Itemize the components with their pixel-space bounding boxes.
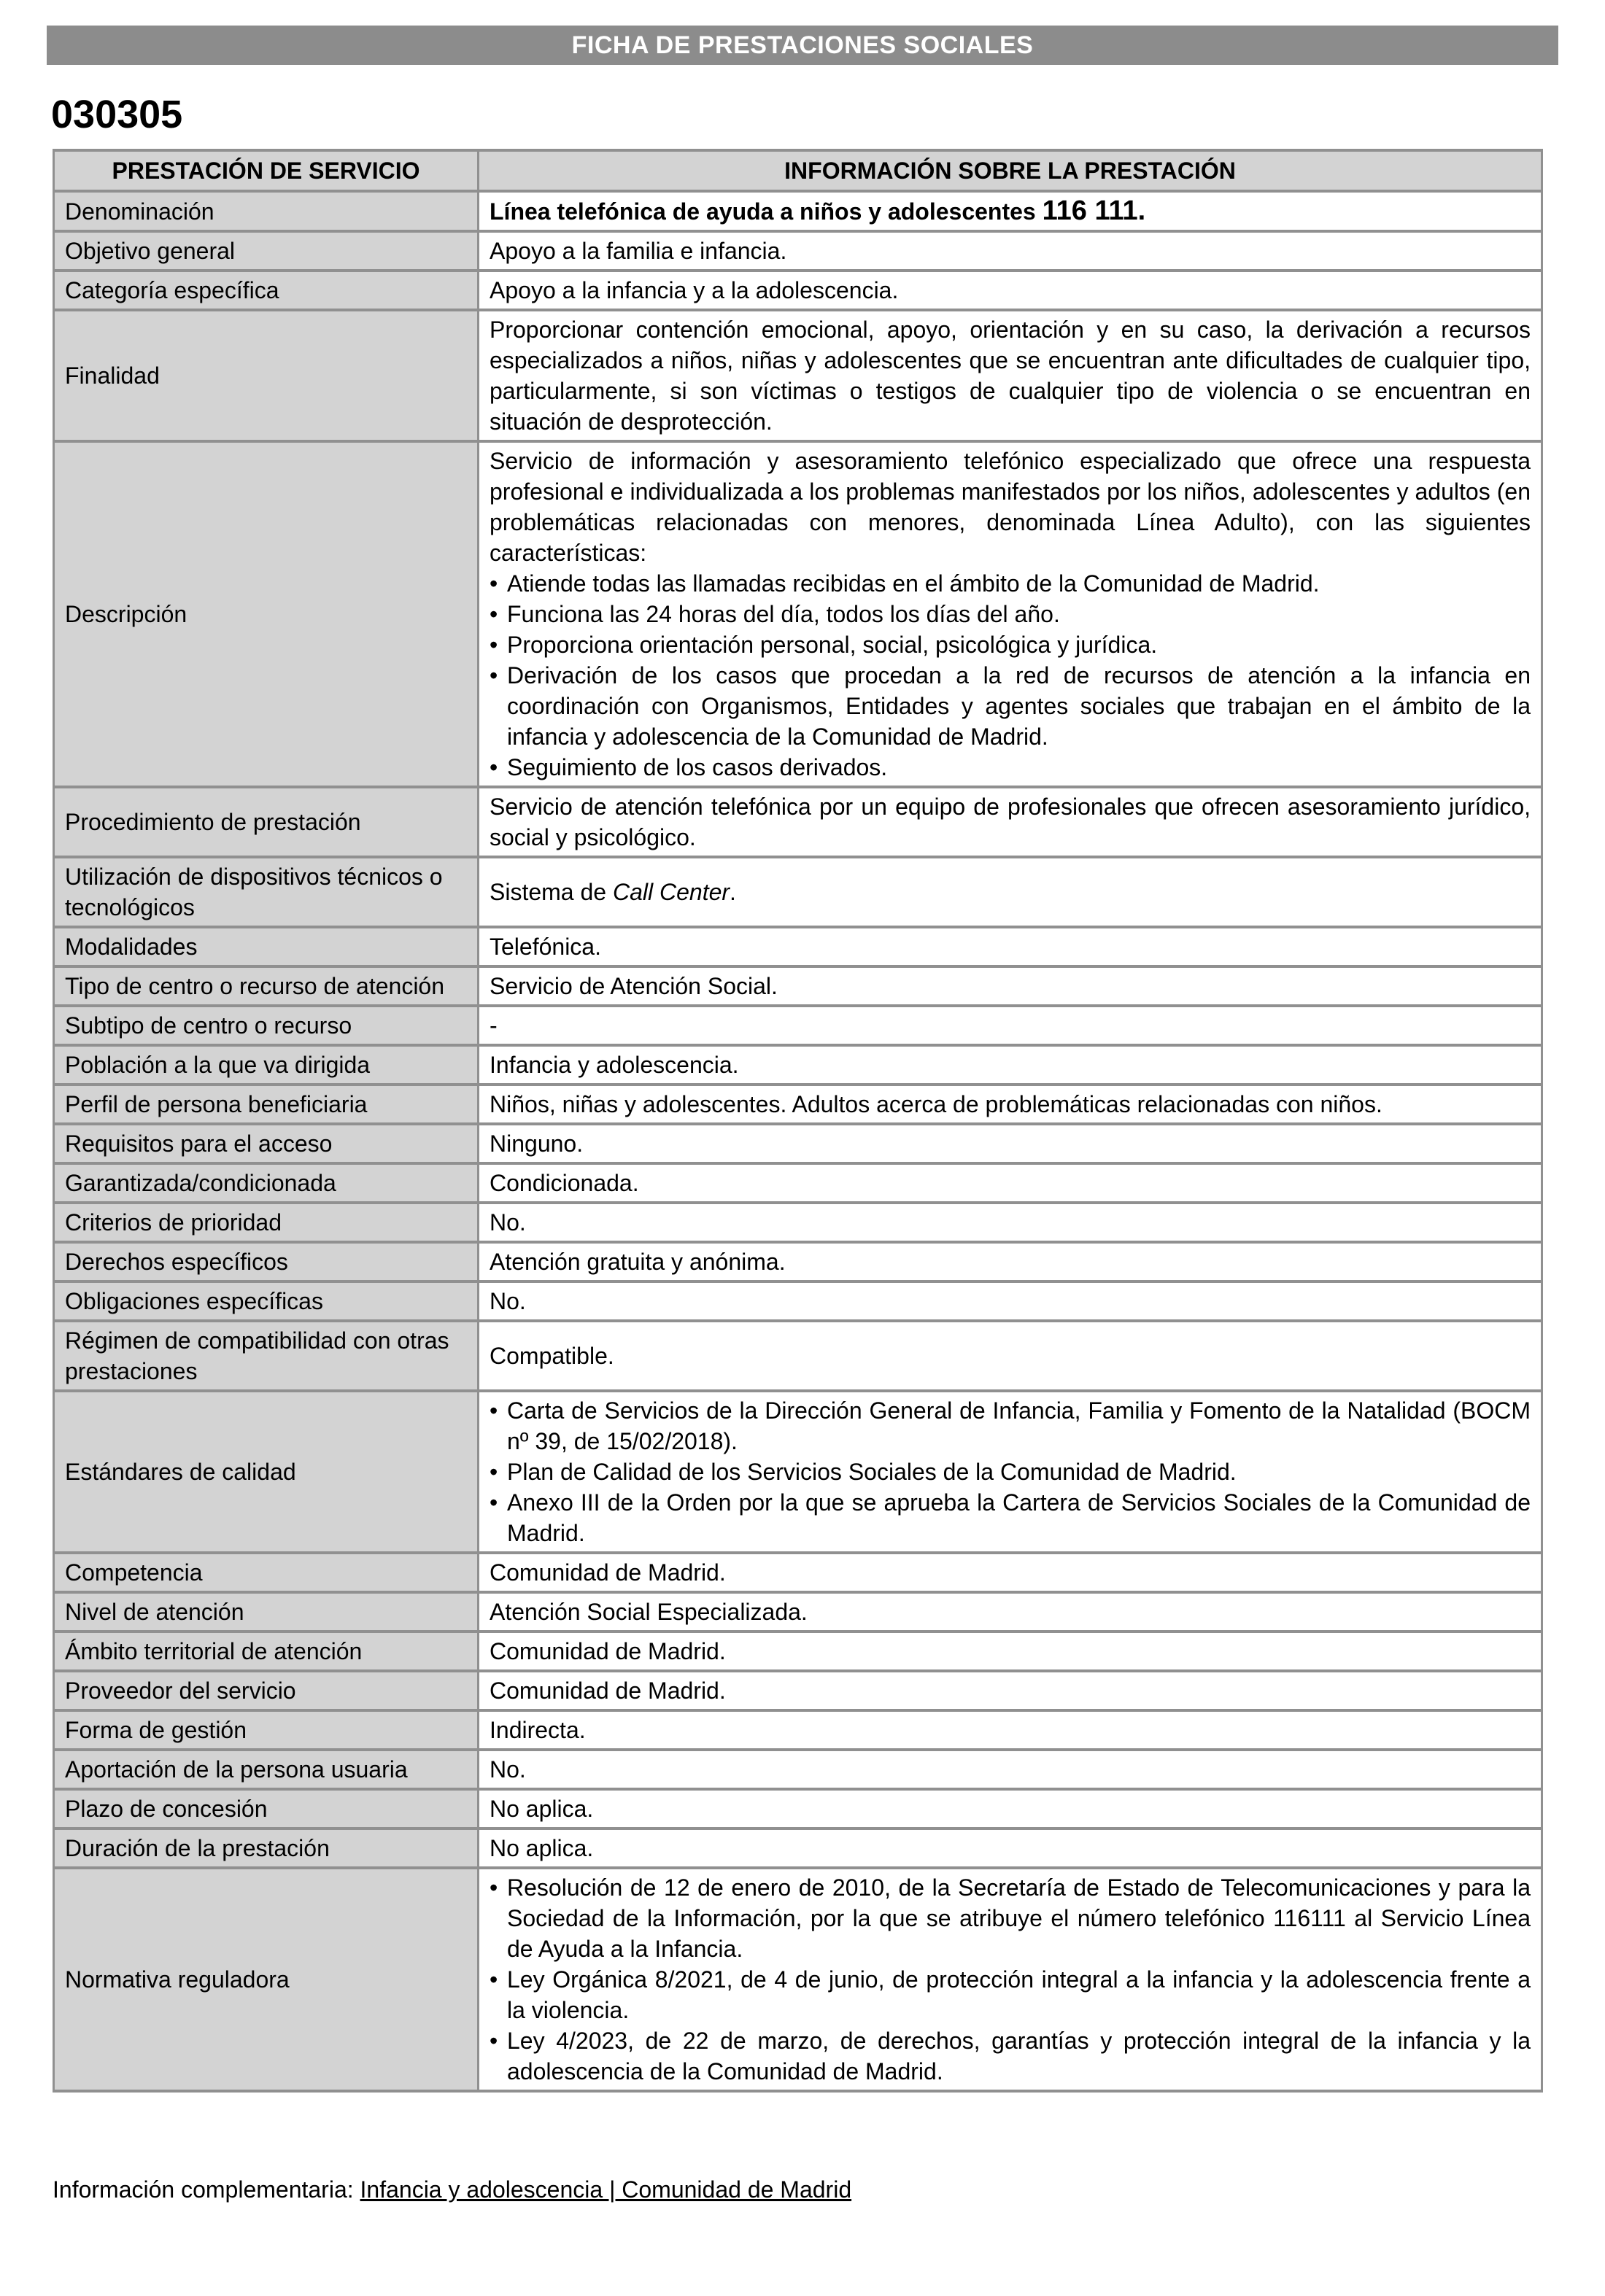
- table-row: [54, 1553, 1542, 1592]
- table-row: [54, 927, 1542, 966]
- table-header-row: [54, 150, 1542, 191]
- row-label: Subtipo de centro o recurso: [54, 1006, 479, 1045]
- descripcion-intro: Servicio de información y asesoramiento telefónico especializado que ofrece una respuesta profesional e individualizada a los problemas manifestados por los niños, adolescentes y adultos (en problemáticas relacionadas con menores, denominada Línea Adulto), con las siguientes características:: [490, 448, 1531, 566]
- row-value: [479, 441, 1542, 787]
- denominacion-text: Línea telefónica de ayuda a niños y adolescentes: [490, 198, 1036, 225]
- row-label: Obligaciones específicas: [54, 1281, 479, 1321]
- row-label: Duración de la prestación: [54, 1828, 479, 1868]
- row-value: Comunidad de Madrid.: [479, 1671, 1542, 1710]
- row-value: Condicionada.: [479, 1163, 1542, 1203]
- row-label: Nivel de atención: [54, 1592, 479, 1632]
- table-row-finalidad: [54, 310, 1542, 441]
- row-value: No.: [479, 1281, 1542, 1321]
- complementary-info-label: Información complementaria:: [53, 2176, 360, 2203]
- row-value: Apoyo a la familia e infancia.: [479, 231, 1542, 271]
- list-item: • Plan de Calidad de los Servicios Sociales de la Comunidad de Madrid.: [490, 1457, 1531, 1487]
- table-row: [54, 1710, 1542, 1750]
- table-row: [54, 1085, 1542, 1124]
- row-label: Régimen de compatibilidad con otras prestaciones: [54, 1321, 479, 1391]
- document-banner-title: FICHA DE PRESTACIONES SOCIALES: [47, 26, 1558, 65]
- table-row: [54, 1632, 1542, 1671]
- service-code: 030305: [51, 93, 183, 136]
- row-value: [479, 1868, 1542, 2091]
- row-label: Procedimiento de prestación: [54, 787, 479, 857]
- value-italic: Call Center: [612, 879, 730, 905]
- row-label: Ámbito territorial de atención: [54, 1632, 479, 1671]
- list-item: • Seguimiento de los casos derivados.: [490, 752, 1531, 783]
- row-label: Aportación de la persona usuaria: [54, 1750, 479, 1789]
- row-value: Proporcionar contención emocional, apoyo, orientación y en su caso, la derivación a recursos especializados a niños, niñas y adolescentes que se encuentran ante dificultades de cualquier tipo, particularmente, si son víctimas o testigos de cualquier tipo de violencia o se encuentran en situación de desprotección.: [479, 310, 1542, 441]
- table-row: [54, 1203, 1542, 1242]
- row-label: Proveedor del servicio: [54, 1671, 479, 1710]
- row-label: Objetivo general: [54, 231, 479, 271]
- table-row: [54, 1242, 1542, 1281]
- helpline-number: 116 111.: [1042, 195, 1146, 226]
- row-value: Niños, niñas y adolescentes. Adultos acerca de problemáticas relacionadas con niños.: [479, 1085, 1542, 1124]
- column-header-service: PRESTACIÓN DE SERVICIO: [54, 150, 479, 191]
- row-value: No.: [479, 1203, 1542, 1242]
- table-row-objetivo-general: [54, 231, 1542, 271]
- complementary-info: [53, 2173, 851, 2206]
- row-value: Indirecta.: [479, 1710, 1542, 1750]
- table-row: [54, 1592, 1542, 1632]
- row-value: Infancia y adolescencia.: [479, 1045, 1542, 1085]
- row-label: Tipo de centro o recurso de atención: [54, 966, 479, 1006]
- table-row-procedimiento: [54, 787, 1542, 857]
- list-item: • Anexo III de la Orden por la que se aprueba la Cartera de Servicios Sociales de la Comunidad de Madrid.: [490, 1487, 1531, 1548]
- table-row-denominacion: [54, 191, 1542, 231]
- table-row: [54, 1671, 1542, 1710]
- row-value: Atención Social Especializada.: [479, 1592, 1542, 1632]
- list-item: • Proporciona orientación personal, social, psicológica y jurídica.: [490, 629, 1531, 660]
- row-label: Estándares de calidad: [54, 1391, 479, 1553]
- table-row: [54, 966, 1542, 1006]
- descripcion-bullet-list: [490, 568, 1531, 783]
- table-row: [54, 1006, 1542, 1045]
- column-header-information: INFORMACIÓN SOBRE LA PRESTACIÓN: [479, 150, 1542, 191]
- row-value: -: [479, 1006, 1542, 1045]
- row-value: [479, 191, 1542, 231]
- row-label: Competencia: [54, 1553, 479, 1592]
- table-row-descripcion: [54, 441, 1542, 787]
- row-label: Forma de gestión: [54, 1710, 479, 1750]
- table-row: [54, 1045, 1542, 1085]
- row-label: Utilización de dispositivos técnicos o tecnológicos: [54, 857, 479, 927]
- row-value: Servicio de atención telefónica por un equipo de profesionales que ofrecen asesoramiento jurídico, social y psicológico.: [479, 787, 1542, 857]
- row-value: Telefónica.: [479, 927, 1542, 966]
- row-value: [479, 1391, 1542, 1553]
- table-row: [54, 1828, 1542, 1868]
- table-row: [54, 1124, 1542, 1163]
- list-item: • Resolución de 12 de enero de 2010, de la Secretaría de Estado de Telecomunicaciones y para la Sociedad de la Información, por la que se atribuye el número telefónico 116111 al Servicio Línea de Ayuda a la Infancia.: [490, 1872, 1531, 1964]
- table-row-normativa: [54, 1868, 1542, 2091]
- row-value: Servicio de Atención Social.: [479, 966, 1542, 1006]
- row-value: Comunidad de Madrid.: [479, 1553, 1542, 1592]
- row-value: Atención gratuita y anónima.: [479, 1242, 1542, 1281]
- row-value: No aplica.: [479, 1789, 1542, 1828]
- table-row: [54, 1163, 1542, 1203]
- table-row: [54, 1750, 1542, 1789]
- list-item: • Atiende todas las llamadas recibidas en el ámbito de la Comunidad de Madrid.: [490, 568, 1531, 599]
- complementary-info-link[interactable]: Infancia y adolescencia | Comunidad de Madrid: [360, 2176, 852, 2203]
- list-item: • Funciona las 24 horas del día, todos los días del año.: [490, 599, 1531, 629]
- row-value: [479, 857, 1542, 927]
- row-label: Denominación: [54, 191, 479, 231]
- table-row: [54, 1789, 1542, 1828]
- row-label: Criterios de prioridad: [54, 1203, 479, 1242]
- row-value: Apoyo a la infancia y a la adolescencia.: [479, 271, 1542, 310]
- row-value: Compatible.: [479, 1321, 1542, 1391]
- row-label: Finalidad: [54, 310, 479, 441]
- row-label: Requisitos para el acceso: [54, 1124, 479, 1163]
- row-label: Modalidades: [54, 927, 479, 966]
- table-row-categoria-especifica: [54, 271, 1542, 310]
- benefit-sheet-table: [53, 149, 1543, 2093]
- row-label: Normativa reguladora: [54, 1868, 479, 2091]
- row-value: No aplica.: [479, 1828, 1542, 1868]
- row-value: No.: [479, 1750, 1542, 1789]
- table-row-dispositivos: [54, 857, 1542, 927]
- value-prefix: Sistema de: [490, 879, 613, 905]
- row-label: Plazo de concesión: [54, 1789, 479, 1828]
- row-value: Ninguno.: [479, 1124, 1542, 1163]
- row-label: Descripción: [54, 441, 479, 787]
- row-value: Comunidad de Madrid.: [479, 1632, 1542, 1671]
- row-label: Perfil de persona beneficiaria: [54, 1085, 479, 1124]
- row-label: Población a la que va dirigida: [54, 1045, 479, 1085]
- value-suffix: .: [730, 879, 736, 905]
- table-row: [54, 1281, 1542, 1321]
- row-label: Derechos específicos: [54, 1242, 479, 1281]
- list-item: • Ley Orgánica 8/2021, de 4 de junio, de protección integral a la infancia y la adolescencia frente a la violencia.: [490, 1964, 1531, 2025]
- table-row: [54, 1321, 1542, 1391]
- estandares-bullet-list: [490, 1395, 1531, 1548]
- list-item: • Carta de Servicios de la Dirección General de Infancia, Familia y Fomento de la Natalidad (BOCM nº 39, de 15/02/2018).: [490, 1395, 1531, 1457]
- list-item: • Ley 4/2023, de 22 de marzo, de derechos, garantías y protección integral de la infancia y la adolescencia de la Comunidad de Madrid.: [490, 2025, 1531, 2087]
- row-label: Garantizada/condicionada: [54, 1163, 479, 1203]
- row-label: Categoría específica: [54, 271, 479, 310]
- normativa-bullet-list: [490, 1872, 1531, 2087]
- list-item: • Derivación de los casos que procedan a la red de recursos de atención a la infancia en coordinación con Organismos, Entidades y agentes sociales que trabajan en el ámbito de la infancia y adolescencia de la Comunidad de Madrid.: [490, 660, 1531, 752]
- table-row-estandares: [54, 1391, 1542, 1553]
